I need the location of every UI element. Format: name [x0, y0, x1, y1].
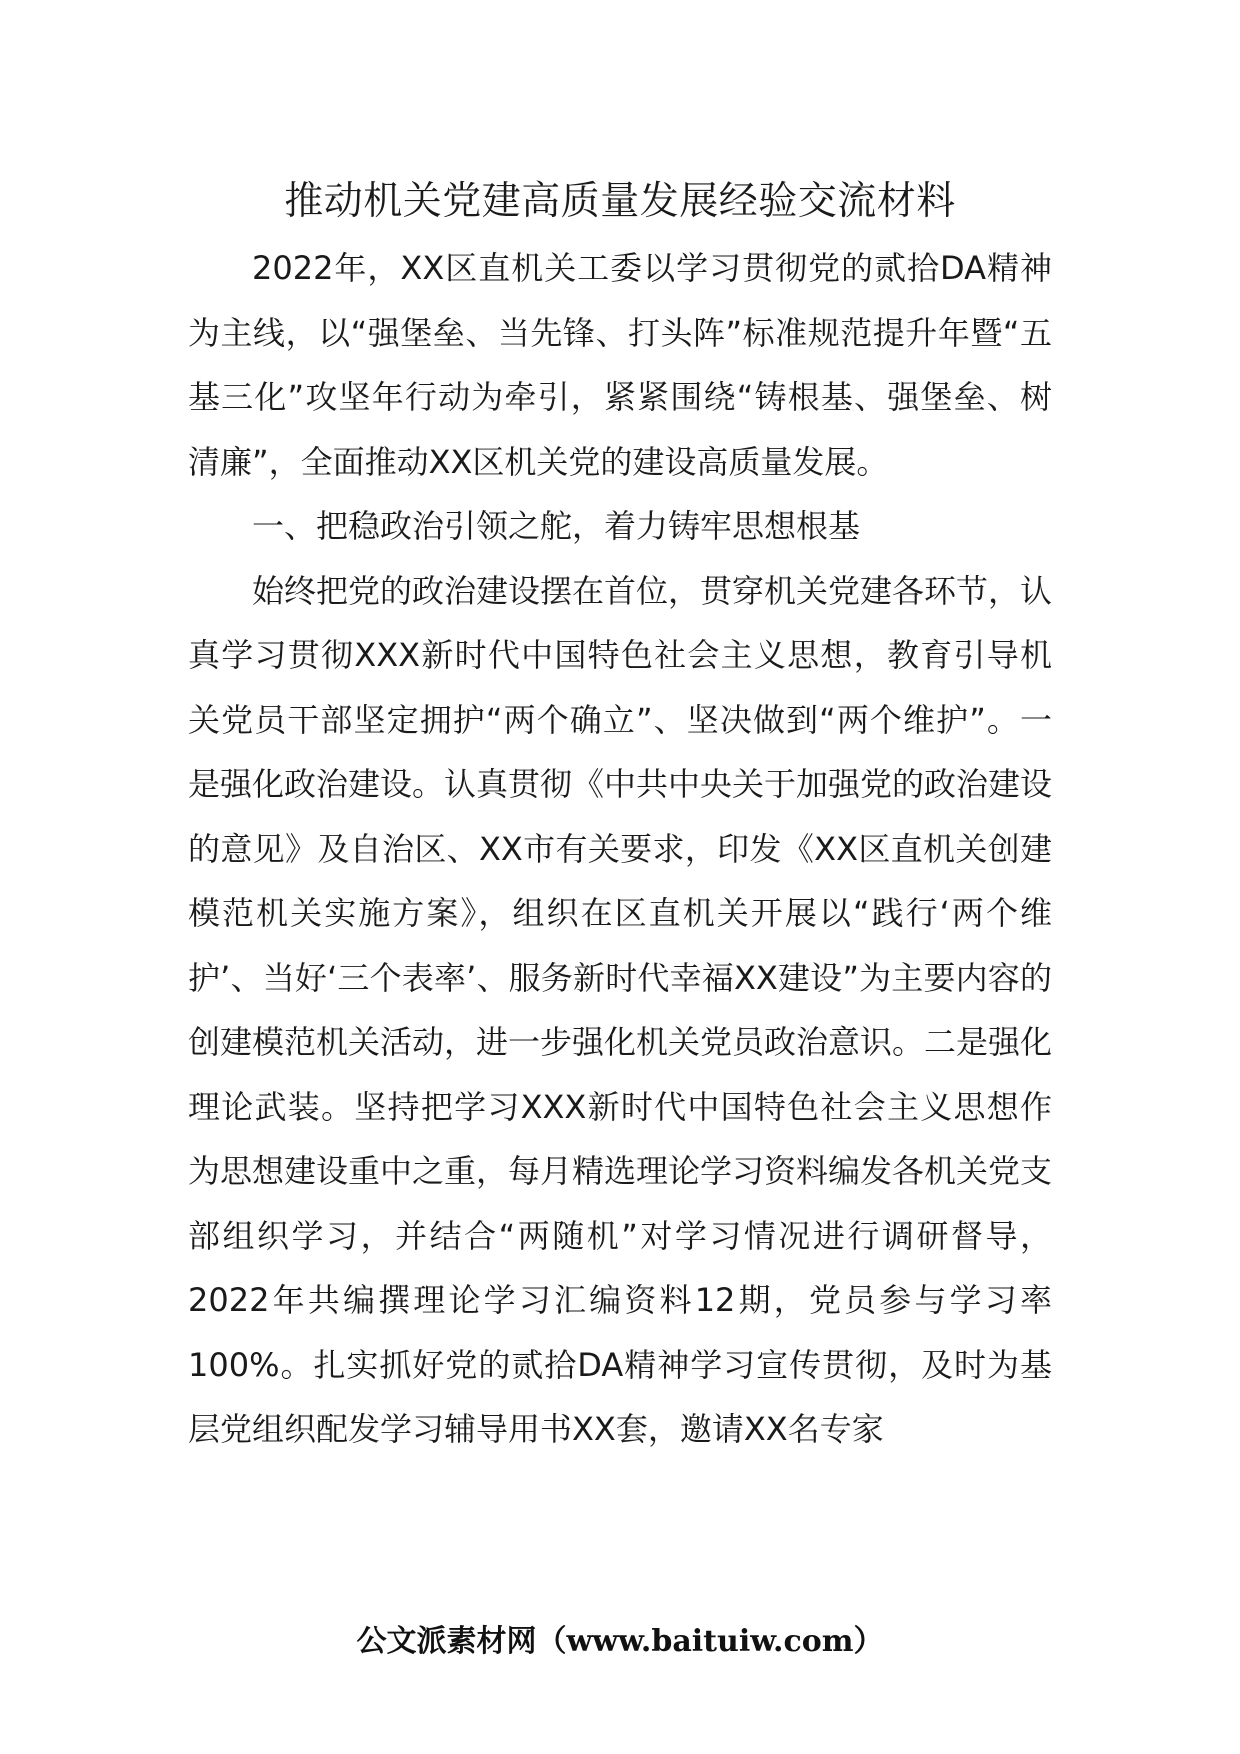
footer-watermark: 公文派素材网（www.baituiw.com）	[356, 1624, 884, 1659]
section-heading: 一、把稳政治引领之舵，着力铸牢思想根基	[252, 507, 861, 545]
intro-paragraph: 2022年，XX区直机关工委以学习贯彻党的贰拾DA精神为主线，以“强堡垒、当先锋、打头阵”标准规范提升年暨“五基三化”攻坚年行动为牵引，紧紧围绕“铸根基、强堡垒、树清廉”，全面推动XX区机关党的建设高质量发展。	[188, 249, 1052, 481]
document-body	[188, 236, 1052, 1462]
section-paragraph: 始终把党的政治建设摆在首位，贯穿机关党建各环节，认真学习贯彻XXX新时代中国特色社会主义思想，教育引导机关党员干部坚定拥护“两个确立”、坚决做到“两个维护”。一是强化政治建设。认真贯彻《中共中央关于加强党的政治建设的意见》及自治区、XX市有关要求，印发《XX区直机关创建模范机关实施方案》，组织在区直机关开展以“践行‘两个维护’、当好‘三个表率’、服务新时代幸福XX建设”为主要内容的创建模范机关活动，进一步强化机关党员政治意识。二是强化理论武装。坚持把学习XXX新时代中国特色社会主义思想作为思想建设重中之重，每月精选理论学习资料编发各机关党支部组织学习，并结合“两随机”对学习情况进行调研督导，2022年共编撰理论学习汇编资料12期，党员参与学习率100%。扎实抓好党的贰拾DA精神学习宣传贯彻，及时为基层党组织配发学习辅导用书XX套，邀请XX名专家	[188, 571, 1053, 1448]
document-title: 推动机关党建高质量发展经验交流材料	[284, 179, 956, 224]
